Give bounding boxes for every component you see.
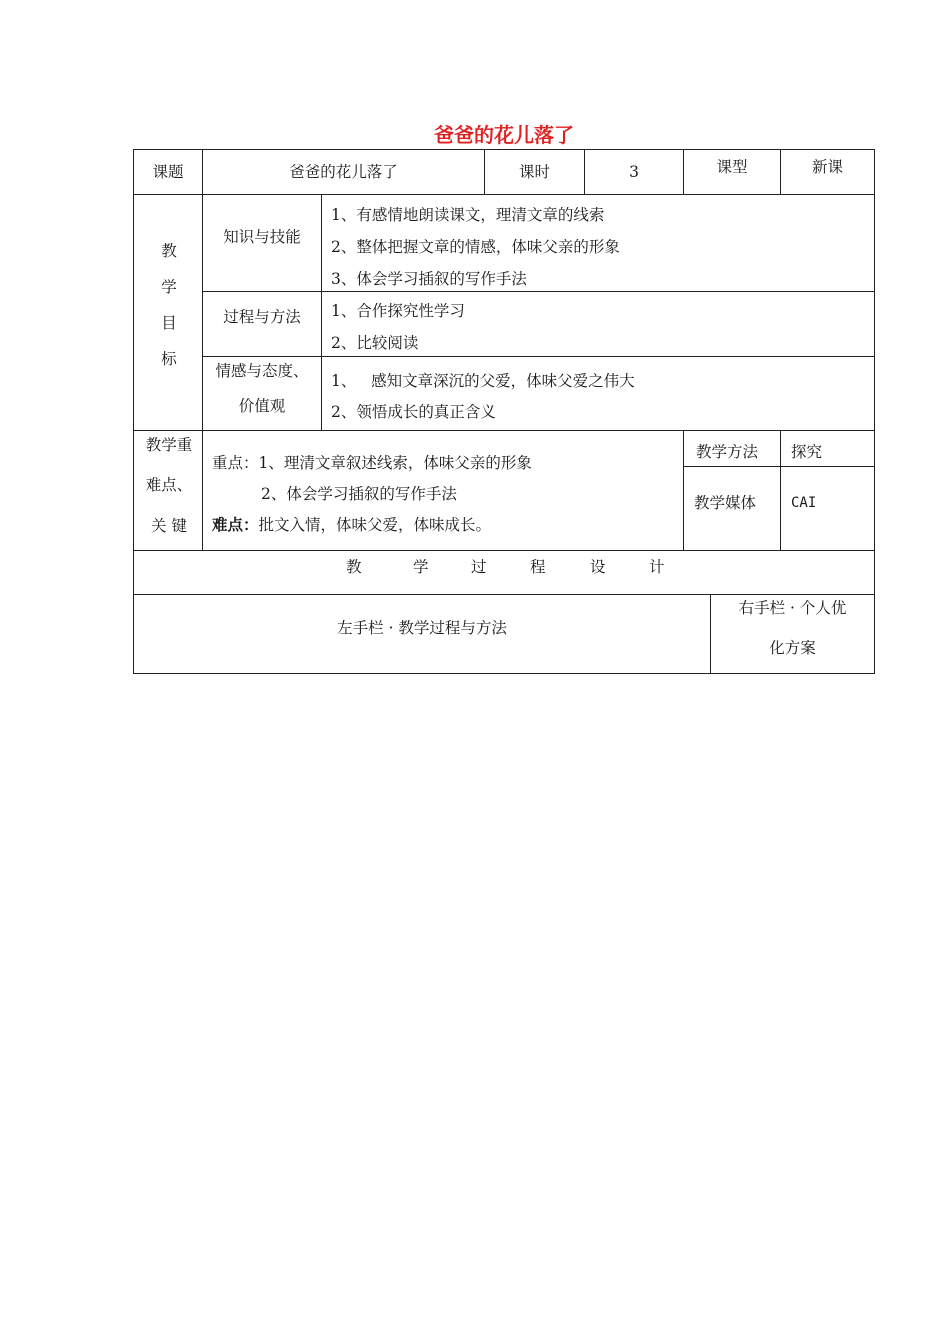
period-value: 3 <box>584 149 684 195</box>
emotion-label-line: 情感与态度、 <box>215 362 309 380</box>
process-label: 过程与方法 <box>202 291 322 357</box>
emotion-item: 2、领悟成长的真正含义 <box>331 403 496 421</box>
label-period: 课时 <box>484 149 585 195</box>
method-label: 教学方法 <box>683 430 781 467</box>
key-item: 1、理清文章叙述线索，体味父亲的形象 <box>258 454 532 472</box>
right-column-header <box>710 594 875 674</box>
type-value: 新课 <box>780 149 875 195</box>
process-design-char: 教 <box>346 558 362 576</box>
key-label: 重点： <box>212 454 259 472</box>
difficulty-line <box>212 515 491 535</box>
left-column-text: 左手栏 · 教学过程与方法 <box>337 619 507 637</box>
emotion-label-line: 价值观 <box>238 397 286 415</box>
knowledge-item: 3、体会学习插叙的写作手法 <box>331 270 527 288</box>
label-type: 课型 <box>683 149 781 195</box>
emotion-item: 1、 感知文章深沉的父爱，体味父爱之伟大 <box>331 372 635 390</box>
emotion-label <box>202 356 322 431</box>
objectives-char: 目 <box>161 314 177 332</box>
method-value: 探究 <box>780 430 875 467</box>
process-item: 1、合作探究性学习 <box>331 302 465 320</box>
media-value: CAI <box>780 466 875 551</box>
process-design-char: 设 <box>590 558 606 576</box>
keypoints-label-line: 关 键 <box>151 517 187 535</box>
difficulty-label: 难点： <box>212 515 259 534</box>
process-design-char: 过 <box>471 558 487 576</box>
keypoints-label-line: 教学重 <box>145 436 193 454</box>
media-label: 教学媒体 <box>683 466 781 551</box>
process-design-row <box>133 550 875 595</box>
left-column-header <box>133 594 711 674</box>
knowledge-item: 2、整体把握文章的情感，体味父亲的形象 <box>331 238 620 256</box>
objectives-char: 标 <box>161 350 177 368</box>
process-item: 2、比较阅读 <box>331 334 419 352</box>
knowledge-label: 知识与技能 <box>202 194 322 292</box>
keypoints-content <box>202 430 684 551</box>
objectives-label-cell <box>133 194 203 431</box>
label-topic: 课题 <box>133 149 203 195</box>
keypoints-label-cell <box>133 430 203 551</box>
right-column-text: 化方案 <box>769 639 816 657</box>
key-point-line <box>212 453 532 473</box>
process-content <box>321 291 875 357</box>
keypoints-label-line: 难点、 <box>145 476 193 494</box>
topic-value: 爸爸的花儿落了 <box>202 149 485 195</box>
knowledge-content <box>321 194 875 292</box>
process-design-char: 程 <box>530 558 546 576</box>
difficulty-text: 批文入情，体味父爱，体味成长。 <box>258 516 492 534</box>
process-design-char: 学 <box>413 558 429 576</box>
objectives-char: 学 <box>161 278 177 296</box>
emotion-content <box>321 356 875 431</box>
document-title: 爸爸的花儿落了 <box>434 123 574 147</box>
key-item: 2、体会学习插叙的写作手法 <box>261 485 457 503</box>
objectives-char: 教 <box>161 242 177 260</box>
knowledge-item: 1、有感情地朗读课文，理清文章的线索 <box>331 206 605 224</box>
right-column-text: 右手栏 · 个人优 <box>738 599 847 617</box>
process-design-char: 计 <box>649 558 665 576</box>
